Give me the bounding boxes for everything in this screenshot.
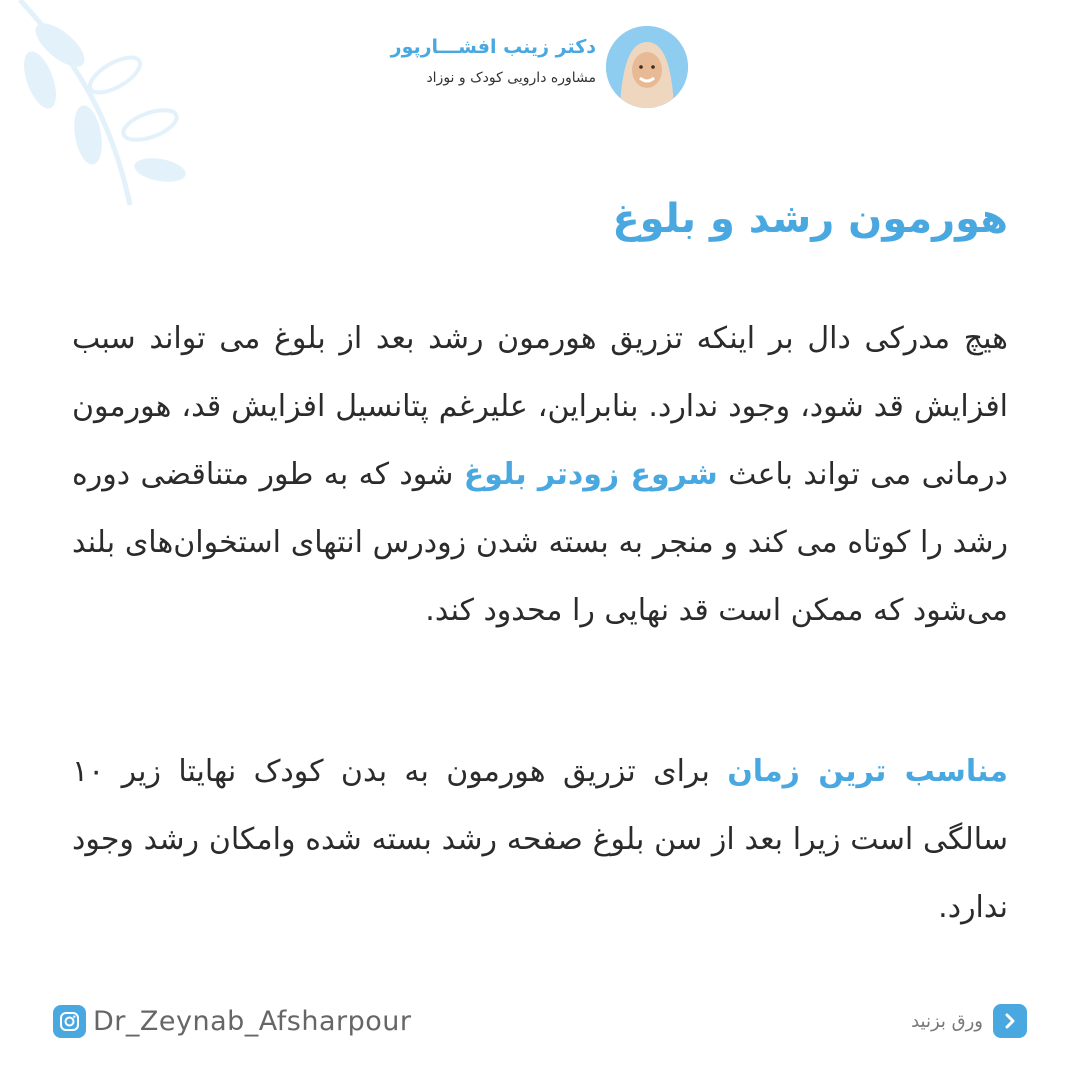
paragraph-2-text: برای تزریق هورمون به بدن کودک نهایتا زیر ۱۰ سالگی است زیرا بعد از سن بلوغ صفحه رشد بسته شده وامکان رشد وجود ندارد.: [72, 754, 1008, 925]
page-title: هورمون رشد و بلوغ: [612, 196, 1008, 242]
profile-header: [0, 26, 1080, 110]
highlight-early-puberty: شروع زودتر بلوغ: [463, 457, 718, 492]
avatar-portrait: [606, 26, 688, 108]
instagram-icon: [53, 1005, 86, 1038]
doctor-role: مشاوره دارویی کودک و نوزاد: [426, 70, 596, 86]
swipe-label: ورق بزنید: [911, 1010, 983, 1032]
instagram-handle[interactable]: [53, 1003, 411, 1039]
paragraph-1-text-start: هیچ مدرکی دال بر اینکه تزریق هورمون رشد بعد از بلوغ می تواند سبب افزایش قد شود، وجود ندارد. بنابراین، علیرغم پتانسیل افزایش قد، هورمون درمانی می تواند باعث: [72, 321, 1008, 492]
avatar: [606, 26, 688, 108]
paragraph-1-text-end: شود که به طور متناقضی دوره رشد را کوتاه می کند و منجر به بسته شدن زودرس انتهای استخوان‌های بلند می‌شود که ممکن است قد نهایی را محدود کند.: [72, 457, 1008, 628]
handle-text: Dr_Zeynab_Afsharpour: [93, 1005, 412, 1037]
doctor-name: دکتر زینب افشـــارپور: [390, 36, 596, 58]
swipe-next-button[interactable]: [911, 1003, 1027, 1039]
chevron-right-icon: [993, 1004, 1027, 1038]
highlight-best-time: مناسب ترین زمان: [727, 754, 1008, 789]
paragraph-2: [72, 738, 1008, 942]
paragraph-1: [72, 305, 1008, 645]
